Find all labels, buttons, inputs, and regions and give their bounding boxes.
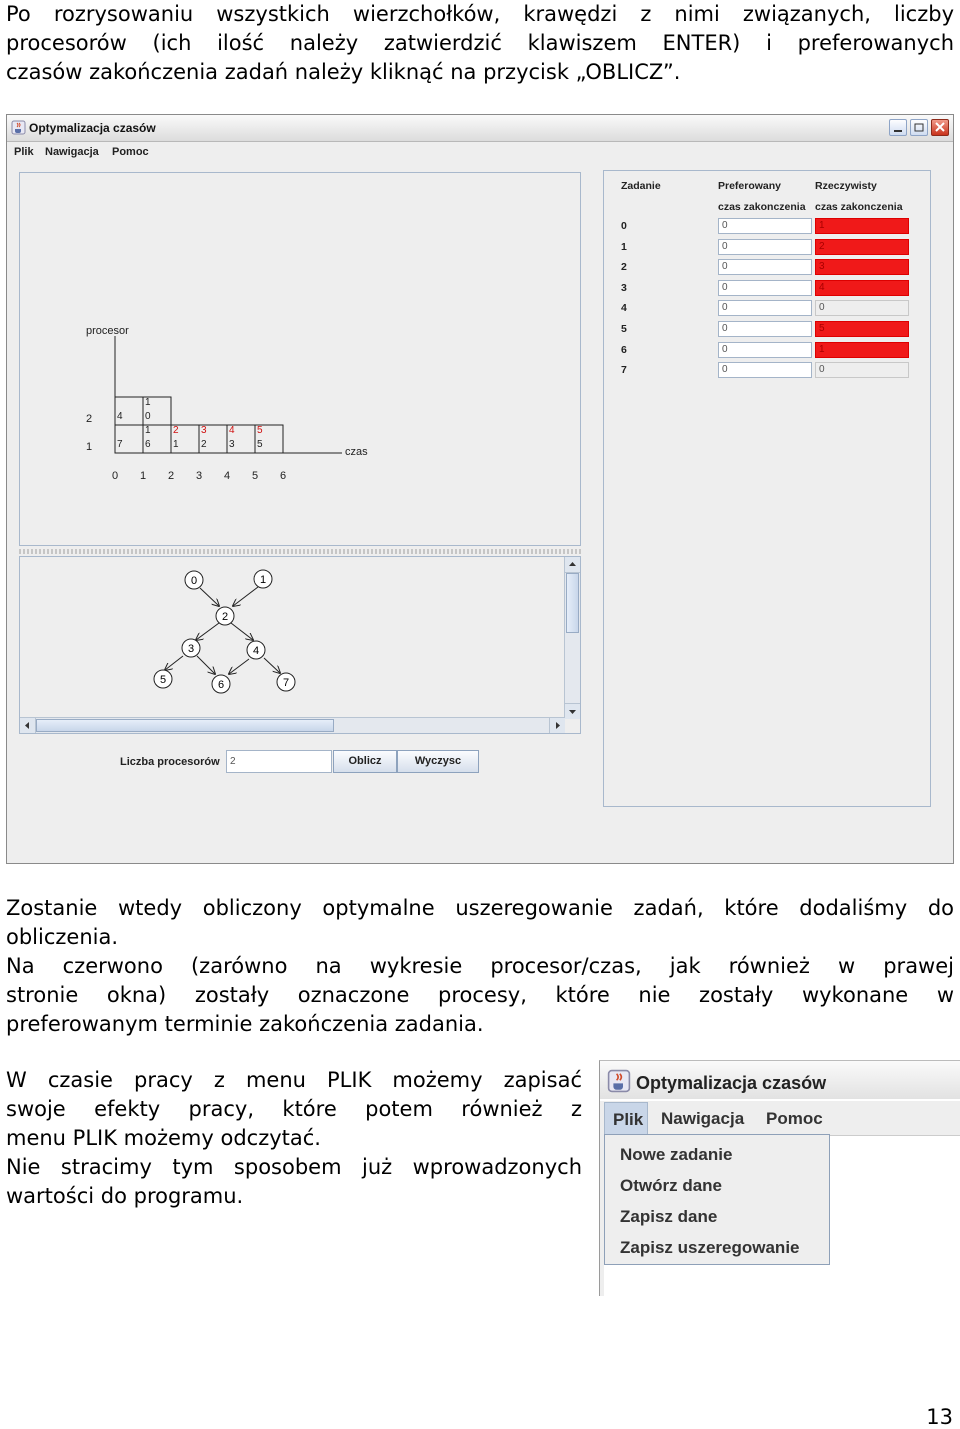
paragraph-2 xyxy=(6,894,954,952)
menu-shot-titlebar xyxy=(600,1061,960,1099)
time-tick: 0 xyxy=(112,470,119,482)
menu-item-save-schedule[interactable]: Zapisz uszeregowanie xyxy=(620,1238,800,1257)
graph-panel xyxy=(19,556,581,734)
gantt-cell-bottom: 7 xyxy=(117,439,123,450)
paragraph-4 xyxy=(6,1066,582,1153)
close-button[interactable] xyxy=(931,119,949,136)
svg-text:1: 1 xyxy=(259,574,267,586)
graph-node[interactable] xyxy=(247,641,265,659)
menu-pomoc[interactable]: Pomoc xyxy=(766,1109,823,1128)
proc-label-1: 1 xyxy=(86,441,93,453)
paragraph-line: preferowanym terminie zakończenia zadania. xyxy=(6,1012,484,1036)
real-time-field: 0 xyxy=(815,300,909,316)
pref-time-field[interactable]: 0 xyxy=(718,342,812,358)
gantt-cell-top: 4 xyxy=(229,425,235,436)
paragraph-line: swoje efekty pracy, które potem również z xyxy=(6,1097,582,1121)
menu-nawigacja[interactable]: Nawigacja xyxy=(661,1109,745,1128)
proc-label-2: 2 xyxy=(86,413,93,425)
row-task-label: 3 xyxy=(621,281,627,294)
proc-count-label: Liczba procesorów xyxy=(120,756,220,768)
menu-plik[interactable]: Plik xyxy=(14,146,34,158)
intro-line: procesorów (ich ilość należy zatwierdzić klawiszem ENTER) i preferowanych xyxy=(6,31,954,55)
gantt-cell-top: 1 xyxy=(145,425,151,436)
paragraph-line: obliczenia. xyxy=(6,925,119,949)
graph-node[interactable] xyxy=(182,639,200,657)
real-time-field: 0 xyxy=(815,362,909,378)
gantt-axes xyxy=(20,173,580,545)
java-cup-icon xyxy=(607,1069,631,1093)
gantt-cell-top: 1 xyxy=(145,397,151,408)
svg-text:7: 7 xyxy=(282,677,290,689)
graph-node[interactable] xyxy=(277,673,295,691)
scroll-thumb[interactable] xyxy=(566,573,579,633)
gantt-cell-bottom: 3 xyxy=(229,439,235,450)
gantt-cell-bottom: 2 xyxy=(201,439,207,450)
task-graph xyxy=(20,557,565,717)
graph-node[interactable] xyxy=(185,571,203,589)
row-task-label: 5 xyxy=(621,323,627,335)
intro-paragraph xyxy=(6,0,954,87)
svg-text:4: 4 xyxy=(252,645,260,657)
real-time-field: 3 xyxy=(815,259,909,275)
time-tick: 1 xyxy=(140,470,147,482)
intro-line: czasów zakończenia zadań należy kliknąć na przycisk „OBLICZ”. xyxy=(6,60,681,84)
svg-text:3: 3 xyxy=(187,643,195,655)
gantt-cell-bottom: 0 xyxy=(145,411,151,422)
proc-count-input[interactable]: 2 xyxy=(226,750,332,773)
real-time-field: 2 xyxy=(815,239,909,255)
time-tick: 4 xyxy=(224,470,231,482)
row-task-label: 4 xyxy=(621,302,627,315)
pref-time-field[interactable]: 0 xyxy=(718,218,812,234)
menu-screenshot xyxy=(599,1060,960,1296)
gantt-cell-bottom: 5 xyxy=(257,439,263,450)
time-tick: 5 xyxy=(252,470,259,482)
app-menubar xyxy=(7,142,953,162)
svg-text:6: 6 xyxy=(217,679,225,691)
split-pane-divider[interactable] xyxy=(19,549,581,554)
row-task-label: 6 xyxy=(621,343,627,356)
paragraph-3 xyxy=(6,952,954,1039)
row-task-label: 7 xyxy=(621,364,627,377)
pref-time-field[interactable]: 0 xyxy=(718,259,812,275)
calculate-button[interactable]: Oblicz xyxy=(333,750,397,773)
results-panel xyxy=(603,170,931,807)
clear-button[interactable]: Wyczysc xyxy=(397,750,479,773)
app-title: Optymalizacja czasów xyxy=(29,121,156,135)
menu-shot-title: Optymalizacja czasów xyxy=(636,1073,827,1093)
scroll-up-icon[interactable] xyxy=(565,557,580,573)
pref-time-field[interactable]: 0 xyxy=(718,239,812,255)
page-number: 13 xyxy=(926,1405,953,1429)
col-pref-header: Preferowany xyxy=(718,180,782,192)
intro-line: Po rozrysowaniu wszystkich wierzchołków, krawędzi z nimi związanych, liczby xyxy=(6,2,954,26)
paragraph-line: stronie okna) zostały oznaczone procesy, które nie zostały wykonane w xyxy=(6,983,954,1007)
paragraph-line: menu PLIK możemy odczytać. xyxy=(6,1126,321,1150)
pref-time-field[interactable]: 0 xyxy=(718,362,812,378)
gantt-cell-top: 2 xyxy=(173,425,179,436)
menu-item-open-data[interactable]: Otwórz dane xyxy=(620,1176,723,1195)
col-real-header-2: czas zakonczenia xyxy=(815,201,903,213)
plik-dropdown xyxy=(604,1134,830,1265)
scroll-thumb[interactable] xyxy=(36,719,334,732)
svg-text:0: 0 xyxy=(190,575,198,587)
maximize-button[interactable] xyxy=(910,119,928,136)
app-window xyxy=(6,114,954,864)
gantt-cell-bottom: 4 xyxy=(117,411,123,422)
menu-item-save-data[interactable]: Zapisz dane xyxy=(620,1207,718,1226)
pref-time-field[interactable]: 0 xyxy=(718,321,812,337)
paragraph-5 xyxy=(6,1153,582,1211)
java-cup-icon xyxy=(11,120,26,135)
col-real-header: Rzeczywisty xyxy=(815,180,877,192)
gantt-cell-bottom: 6 xyxy=(145,439,151,450)
row-task-label: 2 xyxy=(621,261,627,274)
menu-shot-menubar xyxy=(600,1101,960,1136)
paragraph-line: Na czerwono (zarówno na wykresie procesor/czas, jak również w prawej xyxy=(6,954,954,978)
graph-node[interactable] xyxy=(254,570,272,588)
menu-item-new-task[interactable]: Nowe zadanie xyxy=(620,1145,733,1164)
gantt-cell-bottom: 1 xyxy=(173,439,179,450)
real-time-field: 4 xyxy=(815,280,909,296)
horizontal-scrollbar[interactable] xyxy=(20,717,565,733)
gantt-cell-top: 3 xyxy=(201,425,207,436)
row-task-label: 0 xyxy=(621,220,627,232)
svg-text:2: 2 xyxy=(221,611,229,623)
paragraph-line: wartości do programu. xyxy=(6,1184,244,1208)
pref-time-field[interactable]: 0 xyxy=(718,280,812,296)
gantt-y-label: procesor xyxy=(86,325,129,337)
svg-text:5: 5 xyxy=(159,674,167,686)
real-time-field: 5 xyxy=(815,321,909,337)
paragraph-line: Zostanie wtedy obliczony optymalne uszeregowanie zadań, które dodaliśmy do xyxy=(6,896,954,920)
col-task-header: Zadanie xyxy=(621,180,661,192)
scroll-down-icon[interactable] xyxy=(565,703,580,719)
graph-node[interactable] xyxy=(212,675,230,693)
vertical-scrollbar[interactable] xyxy=(564,557,580,719)
app-titlebar xyxy=(7,115,953,142)
gantt-cell-top: 5 xyxy=(257,425,263,436)
col-pref-header-2: czas zakonczenia xyxy=(718,201,806,213)
menu-nawigacja[interactable]: Nawigacja xyxy=(45,146,99,158)
real-time-field: 1 xyxy=(815,218,909,234)
row-task-label: 1 xyxy=(621,240,627,253)
graph-node[interactable] xyxy=(154,670,172,688)
gantt-panel xyxy=(19,172,581,546)
scroll-right-icon[interactable] xyxy=(549,718,565,733)
time-tick: 2 xyxy=(168,470,175,482)
gantt-x-label: czas xyxy=(345,446,368,458)
time-tick: 6 xyxy=(280,470,287,482)
scroll-left-icon[interactable] xyxy=(20,718,36,733)
pref-time-field[interactable]: 0 xyxy=(718,300,812,316)
real-time-field: 1 xyxy=(815,342,909,358)
time-tick: 3 xyxy=(196,470,203,482)
menu-plik-open[interactable] xyxy=(604,1102,648,1135)
graph-node[interactable] xyxy=(216,607,234,625)
menu-plik-label: Plik xyxy=(613,1110,644,1129)
paragraph-line: Nie stracimy tym sposobem już wprowadzonych xyxy=(6,1155,582,1179)
menu-pomoc[interactable]: Pomoc xyxy=(112,146,149,158)
paragraph-line: W czasie pracy z menu PLIK możemy zapisać xyxy=(6,1068,582,1092)
minimize-button[interactable] xyxy=(889,119,907,136)
